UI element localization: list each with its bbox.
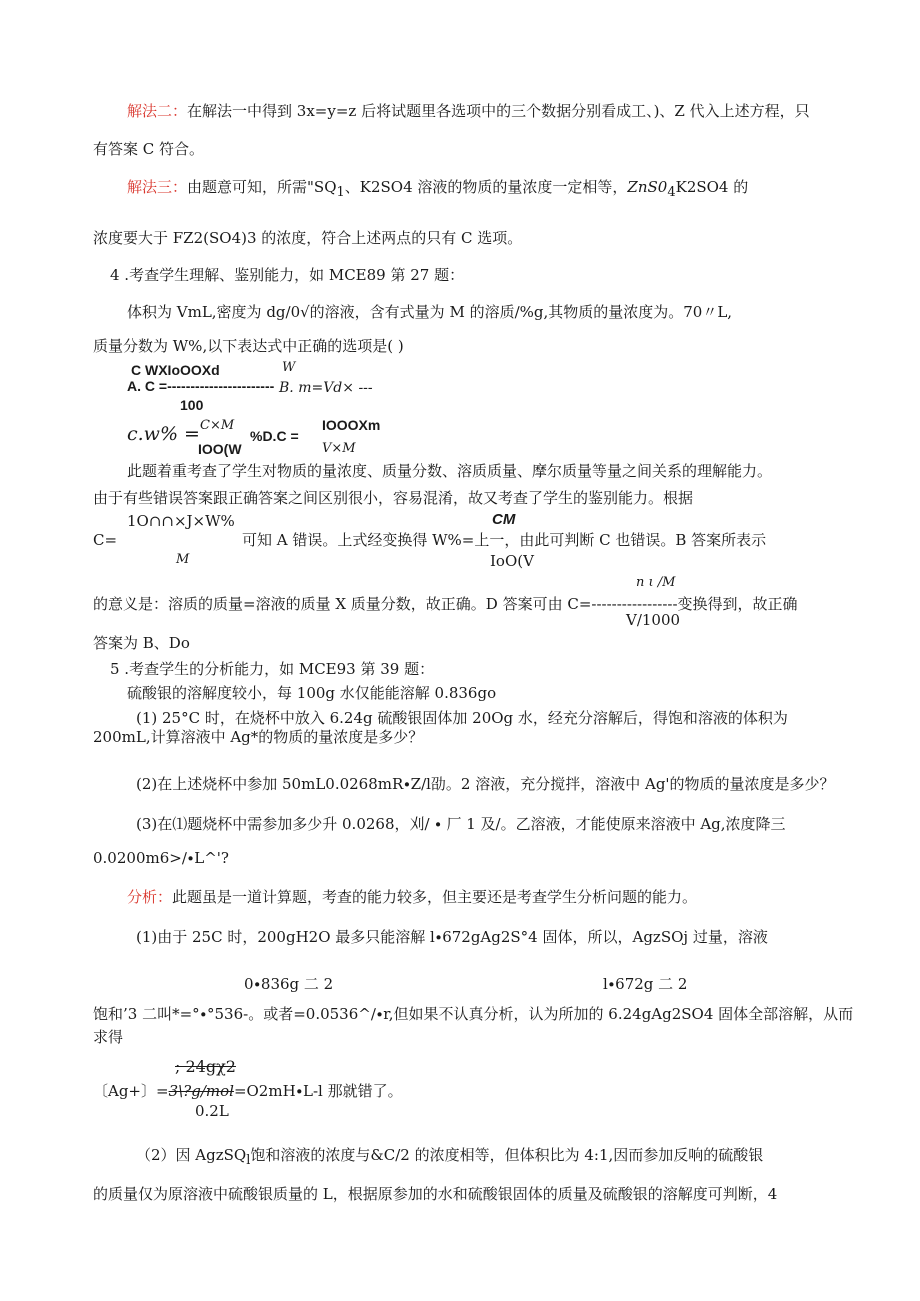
option-c-numerator: C×M (200, 418, 235, 433)
subscript: l (246, 1153, 251, 1168)
subscript: 1 (336, 185, 345, 200)
paragraph-line: 的意义是：溶质的质量=溶液的质量 X 质量分数，故正确。D 答案可由 C=-----------------变换得到，故正确 (93, 595, 798, 613)
solution-three-text: 由题意可知，所需"SQ (187, 178, 337, 196)
fraction-c-numerator: 1O∩∩×J×W% (127, 512, 235, 530)
option-b-numerator: W (282, 360, 296, 375)
paragraph-line: 的质量仅为原溶液中硫酸银质量的 L，根据原参加的水和硫酸银固体的质量及硫酸银的溶解度可判断，4 (93, 1185, 778, 1203)
analysis-label: 分析： (127, 888, 173, 906)
paragraph-line: 求得 (93, 1028, 124, 1046)
solution-three-text-3: K2SO4 的 (675, 178, 749, 196)
paragraph-line: 0.0200m6>∕∙L^'? (93, 849, 229, 867)
ag-formula-strike: 3\?g∕mol (168, 1082, 234, 1100)
solution-two-label: 解法二： (127, 102, 188, 120)
option-a-numerator: C WXIoOOXd (131, 362, 220, 378)
formula-italic: ZnS0 (627, 178, 668, 196)
subscript: 4 (667, 185, 676, 200)
section-heading-5: 5 .考查学生的分析能力，如 MCE93 第 39 题： (110, 660, 435, 678)
option-a-formula: A. C =----------------------- (127, 378, 275, 394)
paragraph-line: 可知 A 错误。上式经变换得 W%=上一，由此可判断 C 也错误。B 答案所表示 (242, 531, 767, 549)
fraction-ag-denominator: 0.2L (195, 1102, 229, 1120)
section-heading-4: 4 .考查学生理解、鉴别能力，如 MCE89 第 27 题： (110, 266, 465, 284)
paragraph-line: 有答案 C 符合。 (93, 140, 205, 158)
fraction-ag-numerator: ; 24gχ2 (175, 1057, 236, 1076)
question-1-line: (1) 25°C 时，在烧杯中放入 6.24g 硫酸银固体加 20Og 水，经充分溶解后，得饱和溶液的体积为 (136, 709, 788, 727)
paragraph-line: 200mL,计算溶液中 Ag*的物质的量浓度是多少？ (93, 728, 424, 746)
paragraph-line: 浓度要大于 FZ2(SO4)3 的浓度，符合上述两点的只有 C 选项。 (93, 229, 523, 247)
paragraph-line: 此题着重考查了学生对物质的量浓度、质量分数、溶质质量、摩尔质量等量之间关系的理解能力。 (127, 462, 773, 480)
option-c-formula: c.w% = (127, 423, 200, 445)
paragraph-line: 硫酸银的溶解度较小，每 100g 水仅能能溶解 0.836go (127, 684, 497, 702)
paragraph-line: 体积为 VmL,密度为 dg∕0√的溶液，含有式量为 M 的溶质∕%g,其物质的量浓度为。70〃L, (127, 303, 733, 321)
solution-two-text: 在解法一中得到 3x=y=z 后将试题里各选项中的三个数据分别看成工、)、Z 代入上述方程，只 (187, 102, 810, 120)
option-c-denominator: IOO(W (198, 441, 242, 457)
fraction-c-lhs: C= (93, 531, 118, 549)
question-2-line: (2)在上述烧杯中参加 50mL0.0268mR∙Z∕l劭。2 溶液，充分搅拌，溶液中 Ag'的物质的量浓度是多少？ (136, 775, 835, 793)
analysis-text: 此题虽是一道计算题，考查的能力较多，但主要还是考查学生分析问题的能力。 (172, 888, 698, 906)
paragraph-line: 由于有些错误答案跟正确答案之间区别很小，容易混淆，故又考查了学生的鉴别能力。根据 (93, 489, 694, 507)
fraction-cm-denominator: IoO(V (490, 552, 534, 570)
fraction-numerator: 0∙836g 二 2 (244, 975, 334, 993)
fraction-c-denominator: M (176, 552, 190, 567)
ag-formula-lhs: 〔Ag+〕= (93, 1082, 169, 1100)
analysis-line (127, 888, 697, 906)
ag-formula-rest: =O2mH∙L-l 那就错了。 (233, 1082, 403, 1100)
question-3-line: (3)在⑴题烧杯中需参加多少升 0.0268，刈/ ∙ 厂 1 及/。乙溶液，才能使原来溶液中 Ag,浓度降三 (136, 815, 786, 833)
fraction-d-numerator: n ι /M (636, 575, 676, 590)
paragraph-line (136, 1146, 763, 1169)
solution-three-text-2: 、K2SO4 溶液的物质的量浓度一定相等， (344, 178, 628, 196)
solution-two-line (127, 102, 810, 120)
ag-formula-line (93, 1082, 403, 1100)
option-d-formula: %D.C = (250, 428, 299, 444)
option-b-formula: B. m=Vd× --- (279, 380, 373, 396)
part-2-text: （2）因 AgzSQ (136, 1146, 247, 1164)
option-d-numerator: IOOOXm (322, 417, 381, 433)
part-2-text-rest: 饱和溶液的浓度与&C/2 的浓度相等，但体积比为 4:1,因而参加反响的硫酸银 (250, 1146, 764, 1164)
fraction-d-denominator: V/1000 (626, 611, 681, 629)
paragraph-line: 质量分数为 W%,以下表达式中正确的选项是( ) (93, 337, 404, 355)
paragraph-line: 答案为 B、Do (93, 634, 190, 652)
fraction-numerator: l∙672g 二 2 (603, 975, 688, 993)
paragraph-line: (1)由于 25C 时，200gH2O 最多只能溶解 l∙672gAg2S°4 固体，所以，AgzSOj 过量，溶液 (136, 928, 768, 946)
fraction-cm-numerator: CM (492, 511, 516, 528)
paragraph-line: 饱和’3 二叫*=°∙°536-。或者=0.0536^∕∙r,但如果不认真分析，认为所加的 6.24gAg2SO4 固体全部溶解，从而 (93, 1005, 854, 1023)
solution-three-label: 解法三： (127, 178, 188, 196)
option-a-denominator: 100 (180, 397, 204, 413)
solution-three-line (127, 178, 748, 201)
option-d-denominator: V×M (322, 441, 356, 456)
